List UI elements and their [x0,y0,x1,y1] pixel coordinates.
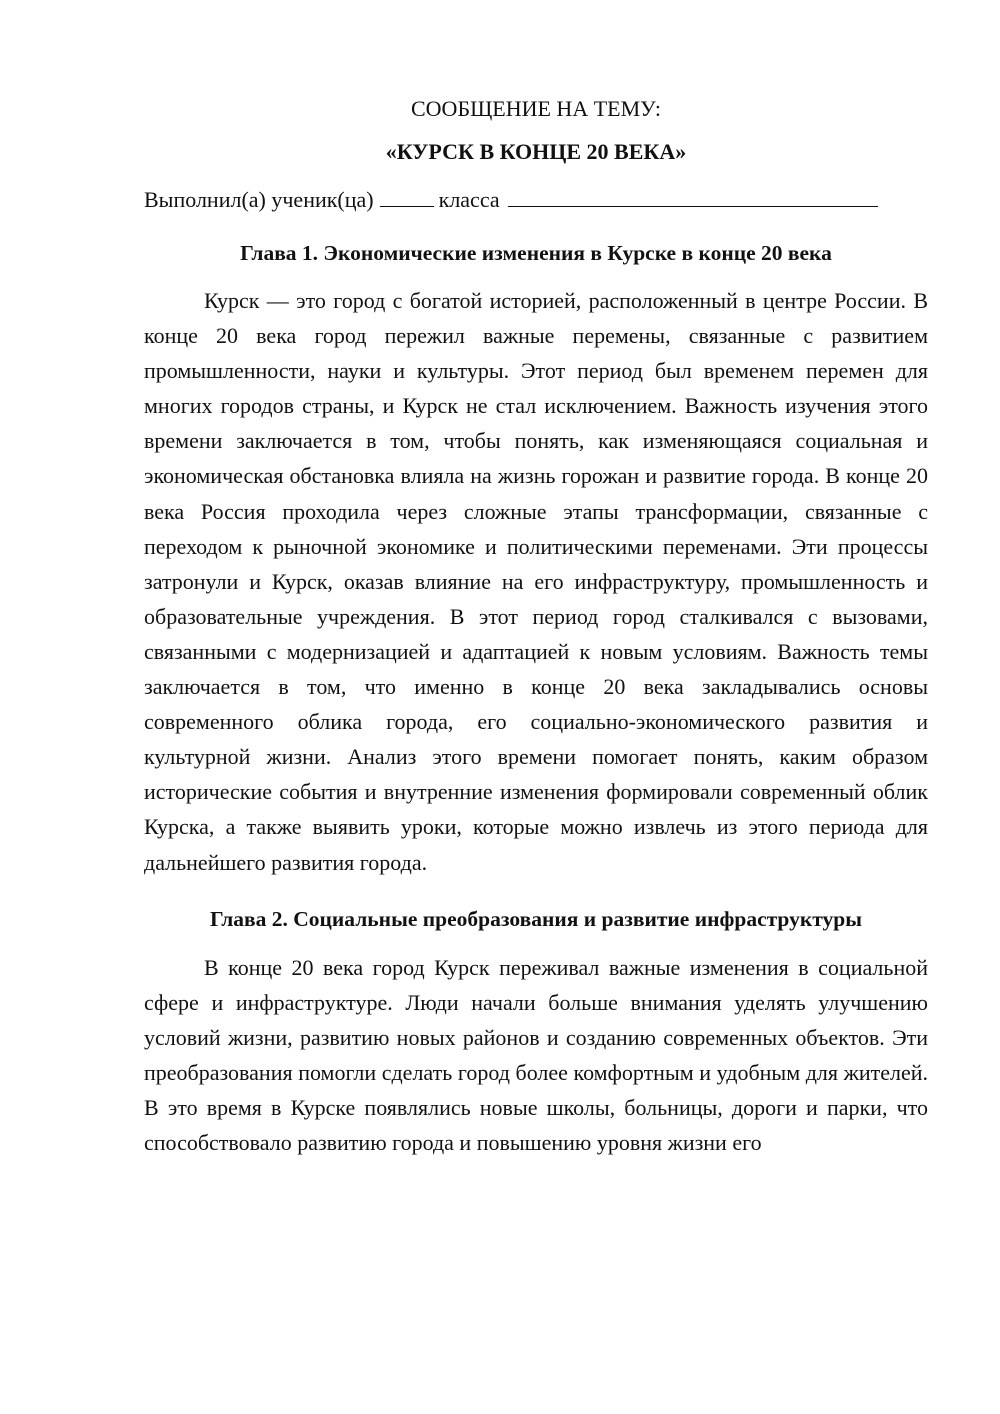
author-prefix: Выполнил(а) ученик(ца) [144,187,374,212]
chapter-2-text: В конце 20 века город Курск переживал важные изменения в социальной сфере и инфраструктуре. Люди начали больше внимания уделять улучшению условий жизни, развитию новых районов и созданию современных объектов. Эти преобразования помогли сделать город более комфортным и удобным для жителей. В это время в Курске появлялись новые школы, больницы, дороги и парки, что способствовало развитию города и повышению уровня жизни его [144,954,928,1156]
document-page [144,94,928,1196]
name-blank-field [508,186,878,207]
document-topic-title: «КУРСК В КОНЦЕ 20 ВЕКА» [385,139,687,164]
document-title-label: СООБЩЕНИЕ НА ТЕМУ: [411,96,661,121]
author-class-label: класса [438,187,500,212]
chapter-1-heading: Глава 1. Экономические изменения в Курске в конце 20 века [240,241,832,265]
author-line [144,185,928,215]
chapter-1-text: Курск — это город с богатой историей, расположенный в центре России. В конце 20 века город пережил важные перемены, связанные с развитием промышленности, науки и культуры. Этот период был временем перемен для многих городов страны, и Курск не стал исключением. Важность изучения этого времени заключается в том, чтобы понять, как изменяющаяся социальная и экономическая обстановка влияла на жизнь горожан и развитие города. В конце 20 века Россия проходила через сложные этапы трансформации, связанные с переходом к рыночной экономике и политическими переменами. Эти процессы затронули и Курск, оказав влияние на его инфраструктуру, промышленность и образовательные учреждения. В этот период город сталкивался с вызовами, связанными с модернизацией и адаптацией к новым условиям. Важность темы заключается в том, что именно в конце 20 века закладывались основы современного облика города, его социально-экономического развития и культурной жизни. Анализ этого времени помогает понять, каким образом исторические события и внутренние изменения формировали современный облик Курска, а также выявить уроки, которые можно извлечь из этого периода для дальнейшего развития города. [144,288,928,875]
chapter-2-heading: Глава 2. Социальные преобразования и развитие инфраструктуры [209,906,863,931]
grade-blank-field [380,186,434,207]
